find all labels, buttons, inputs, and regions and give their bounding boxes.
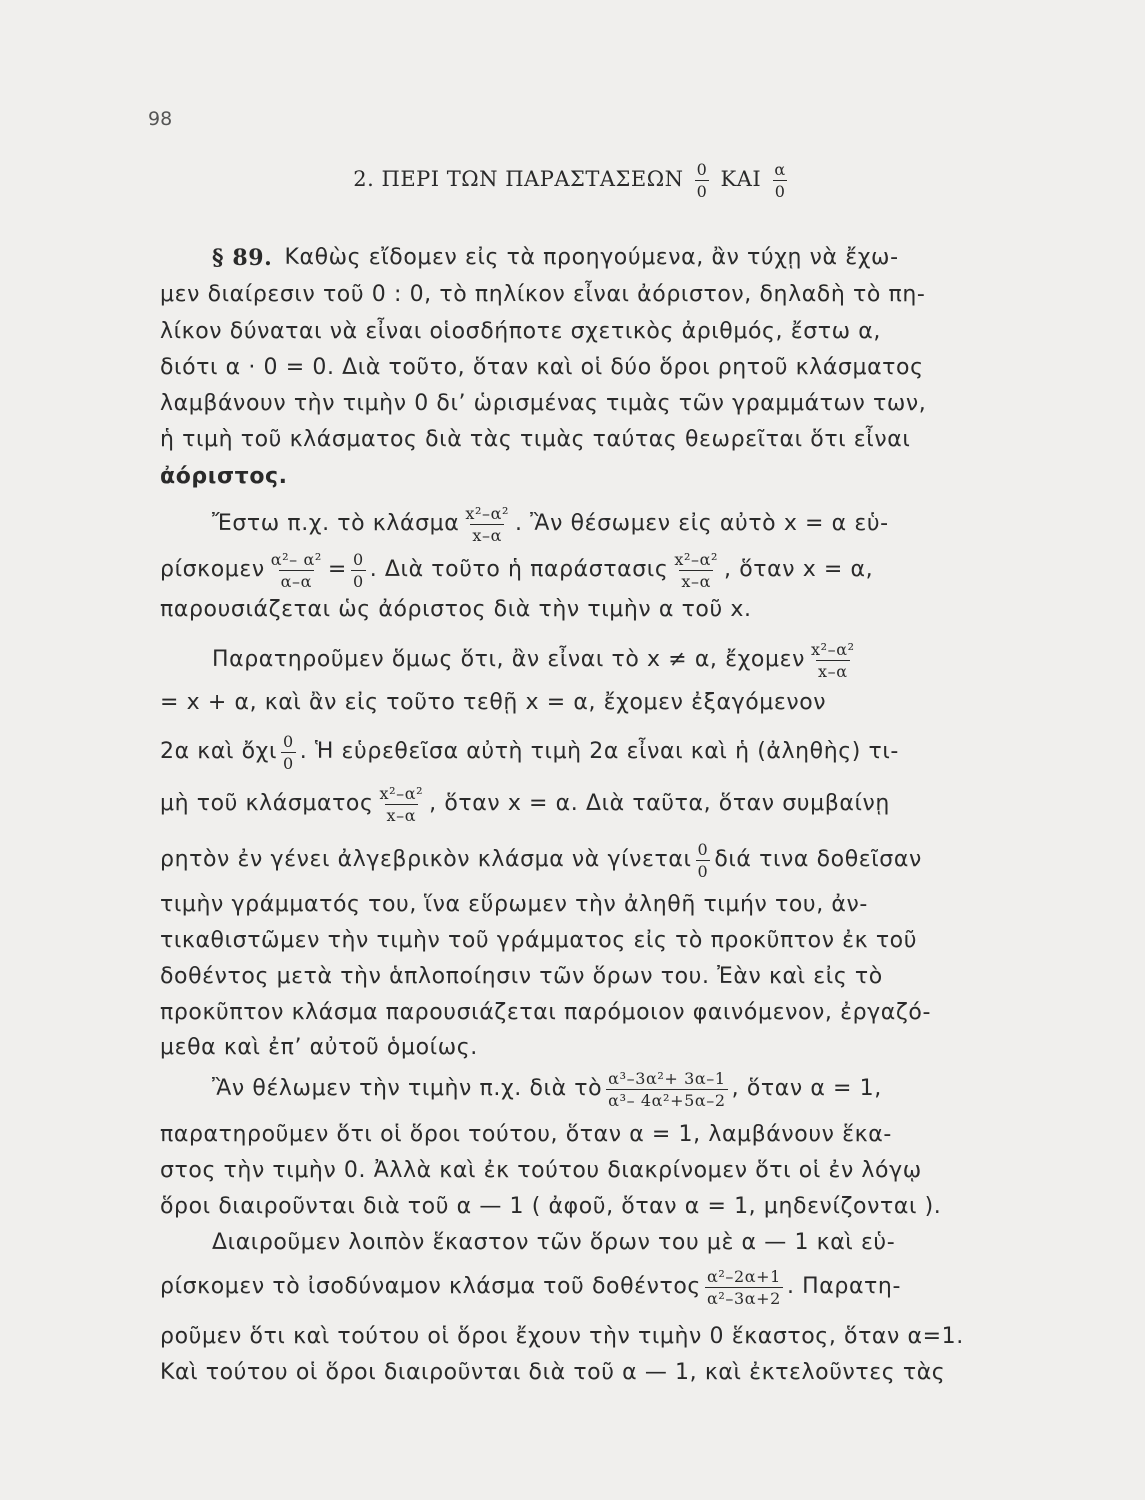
section-number: § 89. bbox=[212, 245, 273, 271]
fraction-denominator: 0 bbox=[283, 753, 294, 773]
fraction-numerator: α²– α² bbox=[270, 549, 322, 569]
text-span: , ὅταν x = α. Διὰ ταῦτα, ὅταν συμβαίνῃ bbox=[429, 791, 890, 816]
fraction-numerator: x²–α² bbox=[674, 549, 719, 569]
fraction bbox=[606, 1069, 727, 1110]
text-span: . Ἡ εὑρεθεῖσα αὐτὴ τιμὴ 2α εἶναι καὶ ἡ (ἀληθὴς) τι- bbox=[299, 739, 899, 764]
text-line: λίκον δύναται νὰ εἶναι οἱοσδήποτε σχετικὸς ἀριθμός, ἔστω α, bbox=[160, 319, 881, 344]
text-line: στος τὴν τιμὴν 0. Ἀλλὰ καὶ ἐκ τούτου διακρίνομεν ὅτι οἱ ἐν λόγῳ bbox=[160, 1158, 922, 1183]
fraction-denominator: 0 bbox=[697, 861, 709, 881]
fraction-denominator: 0 bbox=[696, 182, 708, 201]
text-line: τιμὴν γράμματός του, ἵνα εὕρωμεν τὴν ἀληθῆ τιμήν του, ἀν- bbox=[160, 892, 868, 917]
fraction-numerator: α³–3α²+ 3α–1 bbox=[608, 1068, 726, 1088]
text-line bbox=[212, 243, 1040, 273]
text-span: μὴ τοῦ κλάσματος bbox=[160, 791, 374, 816]
fraction-denominator: α–α bbox=[280, 571, 313, 591]
fraction bbox=[705, 1267, 783, 1308]
fraction-denominator: α²–3α+2 bbox=[706, 1288, 781, 1308]
fraction-numerator: x²–α² bbox=[465, 503, 509, 523]
fraction-numerator: α bbox=[774, 160, 786, 179]
text-line: ὅροι διαιροῦνται διὰ τοῦ α — 1 ( ἀφοῦ, ὅταν α = 1, μηδενίζονται ). bbox=[160, 1194, 942, 1219]
text-span: . Ἂν θέσωμεν εἰς αὐτὸ x = α εὑ- bbox=[515, 511, 889, 536]
text-line: διότι α · 0 = 0. Διὰ τοῦτο, ὅταν καὶ οἱ δύο ὅροι ρητοῦ κλάσματος bbox=[160, 355, 924, 380]
fraction bbox=[463, 504, 511, 545]
fraction bbox=[672, 550, 720, 591]
text-span: , ὅταν x = α, bbox=[724, 557, 874, 582]
fraction-numerator: 0 bbox=[696, 160, 708, 179]
fraction bbox=[696, 840, 711, 881]
text-line bbox=[160, 782, 1040, 826]
page-number: 98 bbox=[148, 108, 173, 130]
fraction-denominator: x–α bbox=[386, 805, 417, 825]
text-line: Διαιροῦμεν λοιπὸν ἕκαστον τῶν ὅρων του μὲ α — 1 καὶ εὑ- bbox=[212, 1230, 896, 1255]
text-span: 2α καὶ ὄχι bbox=[160, 739, 278, 764]
fraction-numerator: 0 bbox=[697, 839, 709, 859]
text-span: ρητὸν ἐν γένει ἀλγεβρικὸν κλάσμα νὰ γίνεται bbox=[160, 847, 692, 872]
text-span: , ὅταν α = 1, bbox=[731, 1076, 882, 1101]
text-line bbox=[212, 638, 1040, 682]
fraction-denominator: x–α bbox=[817, 661, 848, 681]
fraction-numerator: 0 bbox=[352, 549, 364, 569]
text-line: μεν διαίρεσιν τοῦ 0 : 0, τὸ πηλίκον εἶναι ἀόριστον, δηλαδὴ τὸ πη- bbox=[160, 282, 926, 307]
text-line bbox=[212, 503, 1040, 545]
fraction bbox=[269, 550, 324, 591]
text-line: ροῦμεν ὅτι καὶ τούτου οἱ ὅροι ἔχουν τὴν τιμὴν 0 ἕκαστος, ὅταν α=1. bbox=[160, 1324, 964, 1349]
text-line: Καὶ τούτου οἱ ὅροι διαιροῦνται διὰ τοῦ α — 1, καὶ ἐκτελοῦντες τὰς bbox=[160, 1360, 946, 1385]
equals-sign: = bbox=[327, 557, 347, 582]
text-span: Παρατηροῦμεν ὅμως ὅτι, ἂν εἶναι τὸ x ≠ α, ἔχομεν bbox=[212, 647, 805, 672]
text-line bbox=[212, 1066, 1040, 1112]
title-prefix: 2. ΠΕΡΙ ΤΩΝ ΠΑΡΑΣΤΑΣΕΩΝ bbox=[353, 167, 684, 191]
text-line: μεθα καὶ ἐπ’ αὐτοῦ ὁμοίως. bbox=[160, 1035, 478, 1060]
text-line: ἡ τιμὴ τοῦ κλάσματος διὰ τὰς τιμὰς ταύτας θεωρεῖται ὅτι εἶναι bbox=[160, 427, 911, 452]
text-line: = x + α, καὶ ἂν εἰς τοῦτο τεθῇ x = α, ἔχομεν ἐξαγόμενον bbox=[160, 690, 827, 715]
text-span: Ἂν θέλωμεν τὴν τιμὴν π.χ. διὰ τὸ bbox=[212, 1076, 603, 1101]
text-span: Ἔστω π.χ. τὸ κλάσμα bbox=[212, 511, 460, 536]
text-line: ἀόριστος. bbox=[160, 464, 288, 489]
text-span: ρίσκομεν bbox=[160, 557, 265, 582]
fraction-denominator: α³– 4α²+5α–2 bbox=[608, 1090, 726, 1110]
text-line bbox=[160, 730, 1040, 774]
text-line: τικαθιστῶμεν τὴν τιμὴν τοῦ γράμματος εἰς τὸ προκῦπτον ἐκ τοῦ bbox=[160, 928, 918, 953]
text-span: διά τινα δοθεῖσαν bbox=[714, 847, 922, 872]
title-middle: ΚΑΙ bbox=[720, 167, 762, 191]
fraction-numerator: α²–2α+1 bbox=[706, 1266, 781, 1286]
fraction-numerator: x²–α² bbox=[810, 639, 855, 659]
fraction bbox=[351, 550, 366, 591]
title-fraction-alpha-over-zero bbox=[772, 160, 787, 201]
section-title bbox=[0, 160, 1145, 201]
text-line: προκῦπτον κλάσμα παρουσιάζεται παρόμοιον φαινόμενον, ἐργαζό- bbox=[160, 1000, 932, 1025]
text-line: δοθέντος μετὰ τὴν ἁπλοποίησιν τῶν ὅρων του. Ἐὰν καὶ εἰς τὸ bbox=[160, 964, 883, 989]
fraction bbox=[809, 640, 857, 681]
text-line: λαμβάνουν τὴν τιμὴν 0 δι’ ὡρισμένας τιμὰς τῶν γραμμάτων των, bbox=[160, 391, 927, 416]
fraction-numerator: 0 bbox=[283, 731, 294, 751]
text-line bbox=[160, 548, 1040, 592]
text-line bbox=[160, 838, 1040, 882]
text-span: . Παρατη- bbox=[786, 1274, 901, 1299]
text-line: παρατηροῦμεν ὅτι οἱ ὅροι τούτου, ὅταν α = 1, λαμβάνουν ἕκα- bbox=[160, 1122, 892, 1147]
text-span: . Διὰ τοῦτο ἡ παράστασις bbox=[369, 557, 669, 582]
text-line: παρουσιάζεται ὡς ἀόριστος διὰ τὴν τιμὴν α τοῦ x. bbox=[160, 597, 752, 622]
fraction-denominator: 0 bbox=[352, 571, 364, 591]
fraction bbox=[281, 732, 296, 773]
fraction-denominator: x–α bbox=[472, 525, 502, 545]
title-fraction-zero-over-zero bbox=[695, 160, 710, 201]
fraction-denominator: x–α bbox=[681, 571, 712, 591]
fraction-numerator: x²–α² bbox=[379, 783, 424, 803]
text-span: Καθὼς εἴδομεν εἰς τὰ προηγούμενα, ἂν τύχῃ νὰ ἔχω- bbox=[284, 245, 899, 270]
text-span: ρίσκομεν τὸ ἰσοδύναμον κλάσμα τοῦ δοθέντος bbox=[160, 1274, 701, 1299]
fraction bbox=[378, 784, 426, 825]
fraction-denominator: 0 bbox=[774, 182, 786, 201]
text-line bbox=[160, 1264, 1040, 1310]
